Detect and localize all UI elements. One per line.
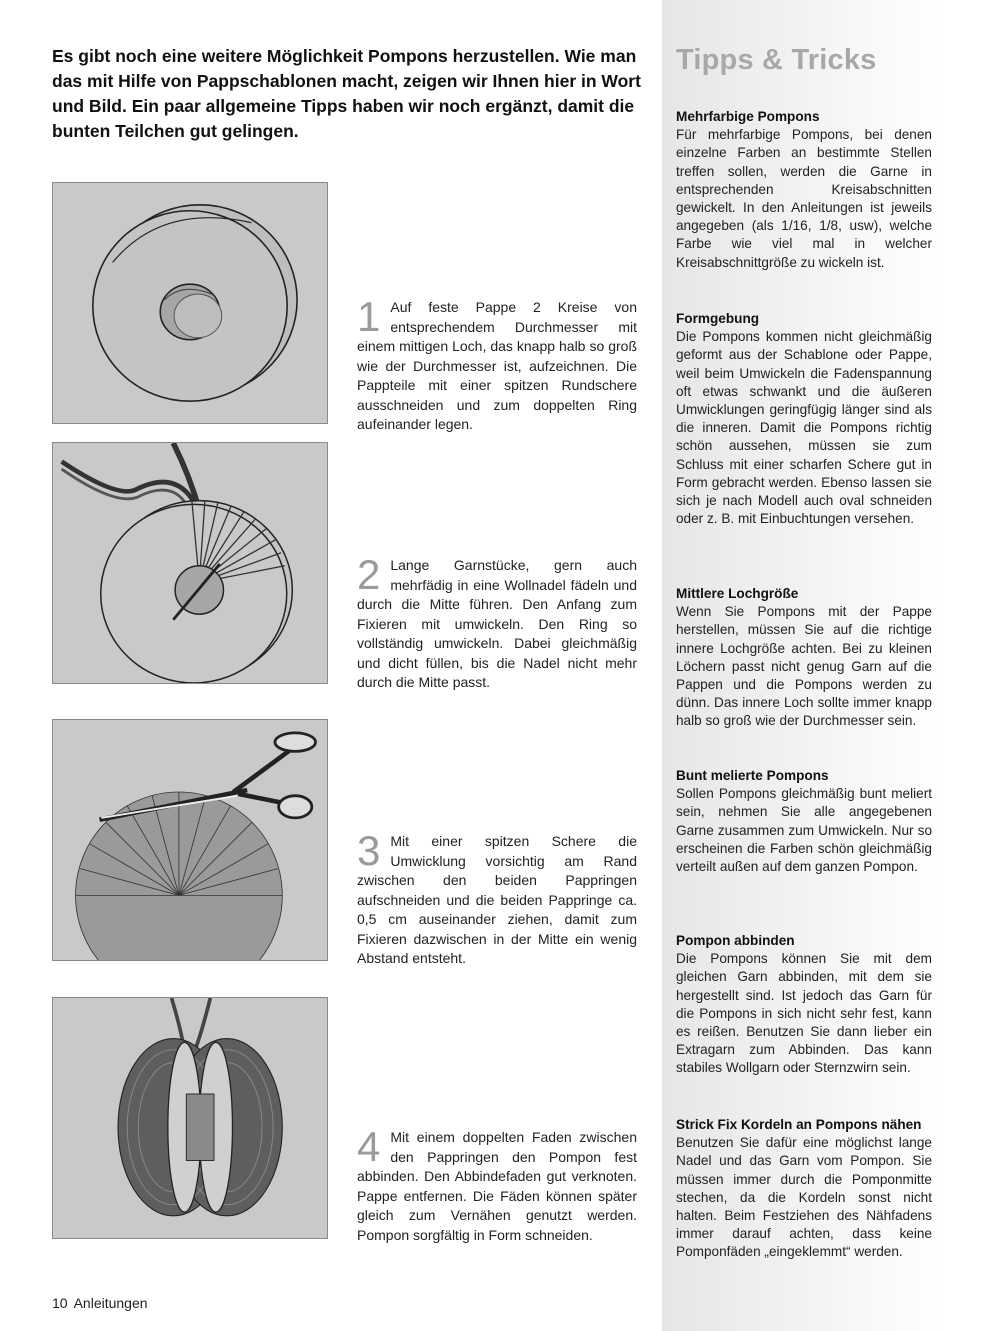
step-text: Mit einem doppelten Faden zwischen den Pappringen den Pompon fest abbinden. Den Abbindefaden gut verknoten. Pappe entfernen. Die Fäden können später gleich zum Vernähen genutzt werden. Pompon sorgfältig in Form schneiden.	[357, 1129, 637, 1243]
intro-text: Es gibt noch eine weitere Möglichkeit Pompons herzustellen. Wie man das mit Hilfe von Pappschablonen macht, zeigen wir Ihnen hier in Wort und Bild. Ein paar allgemeine Tipps haben wir noch ergänzt, damit die bunten Teilchen gut gelingen.	[52, 46, 641, 141]
tip-mehrfarbige-pompons	[676, 108, 932, 272]
tip-kordeln-naehen	[676, 1116, 932, 1262]
tip-heading: Pompon abbinden	[676, 933, 795, 948]
tip-text: Benutzen Sie dafür eine möglichst lange Nadel und das Garn vom Pompon. Sie müssen immer durch die Pomponmitte stechen, da die Kordeln sonst nicht halten. Beim Festziehen des Nähfadens immer darauf achten, dass keine Pomponfäden „eingeklemmt“ werden.	[676, 1135, 932, 1260]
tip-heading: Mittlere Lochgröße	[676, 586, 799, 601]
tip-heading: Bunt melierte Pompons	[676, 768, 829, 783]
tip-bunt-melierte-pompons	[676, 767, 932, 876]
tip-formgebung	[676, 310, 932, 528]
section-name: Anleitungen	[73, 1295, 148, 1311]
figure-tying-pompom	[52, 997, 328, 1239]
figure-wrapping-ring	[52, 442, 328, 684]
tip-text: Wenn Sie Pompons mit der Pappe herstellen, müssen Sie auf die richtige innere Lochgröße achten. Bei zu kleinen Löchern passt nicht genug Garn auf die Pappen und die Pompons werden zu dünn. Das innere Loch sollte immer knapp halb so groß wie der Durchmesser sein.	[676, 604, 932, 729]
step-3	[357, 827, 637, 969]
tip-heading: Mehrfarbige Pompons	[676, 109, 820, 124]
sidebar-title: Tipps & Tricks	[676, 44, 877, 76]
step-4	[357, 1123, 637, 1245]
step-text: Lange Garnstücke, gern auch mehrfädig in eine Wollnadel fädeln und durch die Mitte führen. Den Anfang zum Fixieren mit umwickeln. Den Ring so vollständig umwickeln. Dabei gleichmäßig und dicht füllen, bis die Nadel nicht mehr durch die Mitte passt.	[357, 557, 637, 690]
page-number: 10	[52, 1295, 68, 1311]
tip-pompon-abbinden	[676, 932, 932, 1078]
tip-text: Die Pompons können Sie mit dem gleichen Garn abbinden, mit dem sie hergestellt sind. Ist jedoch das Garn für die Pompons in sich nicht sehr fest, kann es reißen. Benutzen Sie dann lieber ein Extragarn zum Abbinden. Das kann stabiles Wollgarn oder Sternzwirn sein.	[676, 951, 932, 1076]
tip-heading: Strick Fix Kordeln an Pompons nähen	[676, 1117, 922, 1132]
figure-cardboard-rings	[52, 182, 328, 424]
tip-text: Sollen Pompons gleichmäßig bunt meliert sein, nehmen Sie alle angegebenen Garne zusammen zum Umwickeln. Nur so erscheinen die Farben schön gleichmäßig verteilt außen auf dem ganzen Pompon.	[676, 786, 932, 875]
step-1	[357, 293, 637, 435]
step-2	[357, 551, 637, 693]
tip-text: Die Pompons kommen nicht gleichmäßig geformt aus der Schablone oder Pappe, weil beim Umwickeln die Fadenspannung oft etwas schwankt und die äußeren Umwicklungen geringfügig länger sind als die inneren. Damit die Pompons richtig schön aussehen, müssen sie zum Schluss mit einer scharfen Schere gut in Form gebracht werden. Ebenso lassen sie sich je nach Modell auch oval schneiden oder z. B. mit Einbuchtungen versehen.	[676, 329, 932, 527]
step-number: 2	[357, 551, 381, 598]
step-number: 1	[357, 293, 381, 340]
tip-text: Für mehrfarbige Pompons, bei denen einzelne Farben an bestimmte Stellen treffen sollen, werden die Garne in entsprechenden Kreisabschnitten gewickelt. In den Anleitungen ist jeweils angegeben (als 1/16, 1/8, usw), welche Farbe wie viel mal in welcher Kreisabschnittgröße zu wickeln ist.	[676, 127, 932, 270]
tip-mittlere-lochgroesse	[676, 585, 932, 731]
figure-scissors-cutting	[52, 719, 328, 961]
tip-heading: Formgebung	[676, 311, 760, 326]
page-footer	[52, 1295, 148, 1311]
step-number: 4	[357, 1123, 381, 1170]
step-text: Mit einer spitzen Schere die Umwicklung vorsichtig am Rand zwischen den beiden Pappringen aufschneiden und die beiden Pappringe ca. 0,5 cm auseinander ziehen, damit zum Fixieren dazwischen in der Mitte ein wenig Abstand entsteht.	[357, 833, 637, 966]
step-number: 3	[357, 827, 381, 874]
step-text: Auf feste Pappe 2 Kreise von entsprechendem Durchmesser mit einem mittigen Loch, das knapp halb so groß wie der Durchmesser ist, aufzeichnen. Die Pappteile mit einer spitzen Rundschere ausschneiden und zum doppelten Ring aufeinander legen.	[357, 299, 637, 432]
